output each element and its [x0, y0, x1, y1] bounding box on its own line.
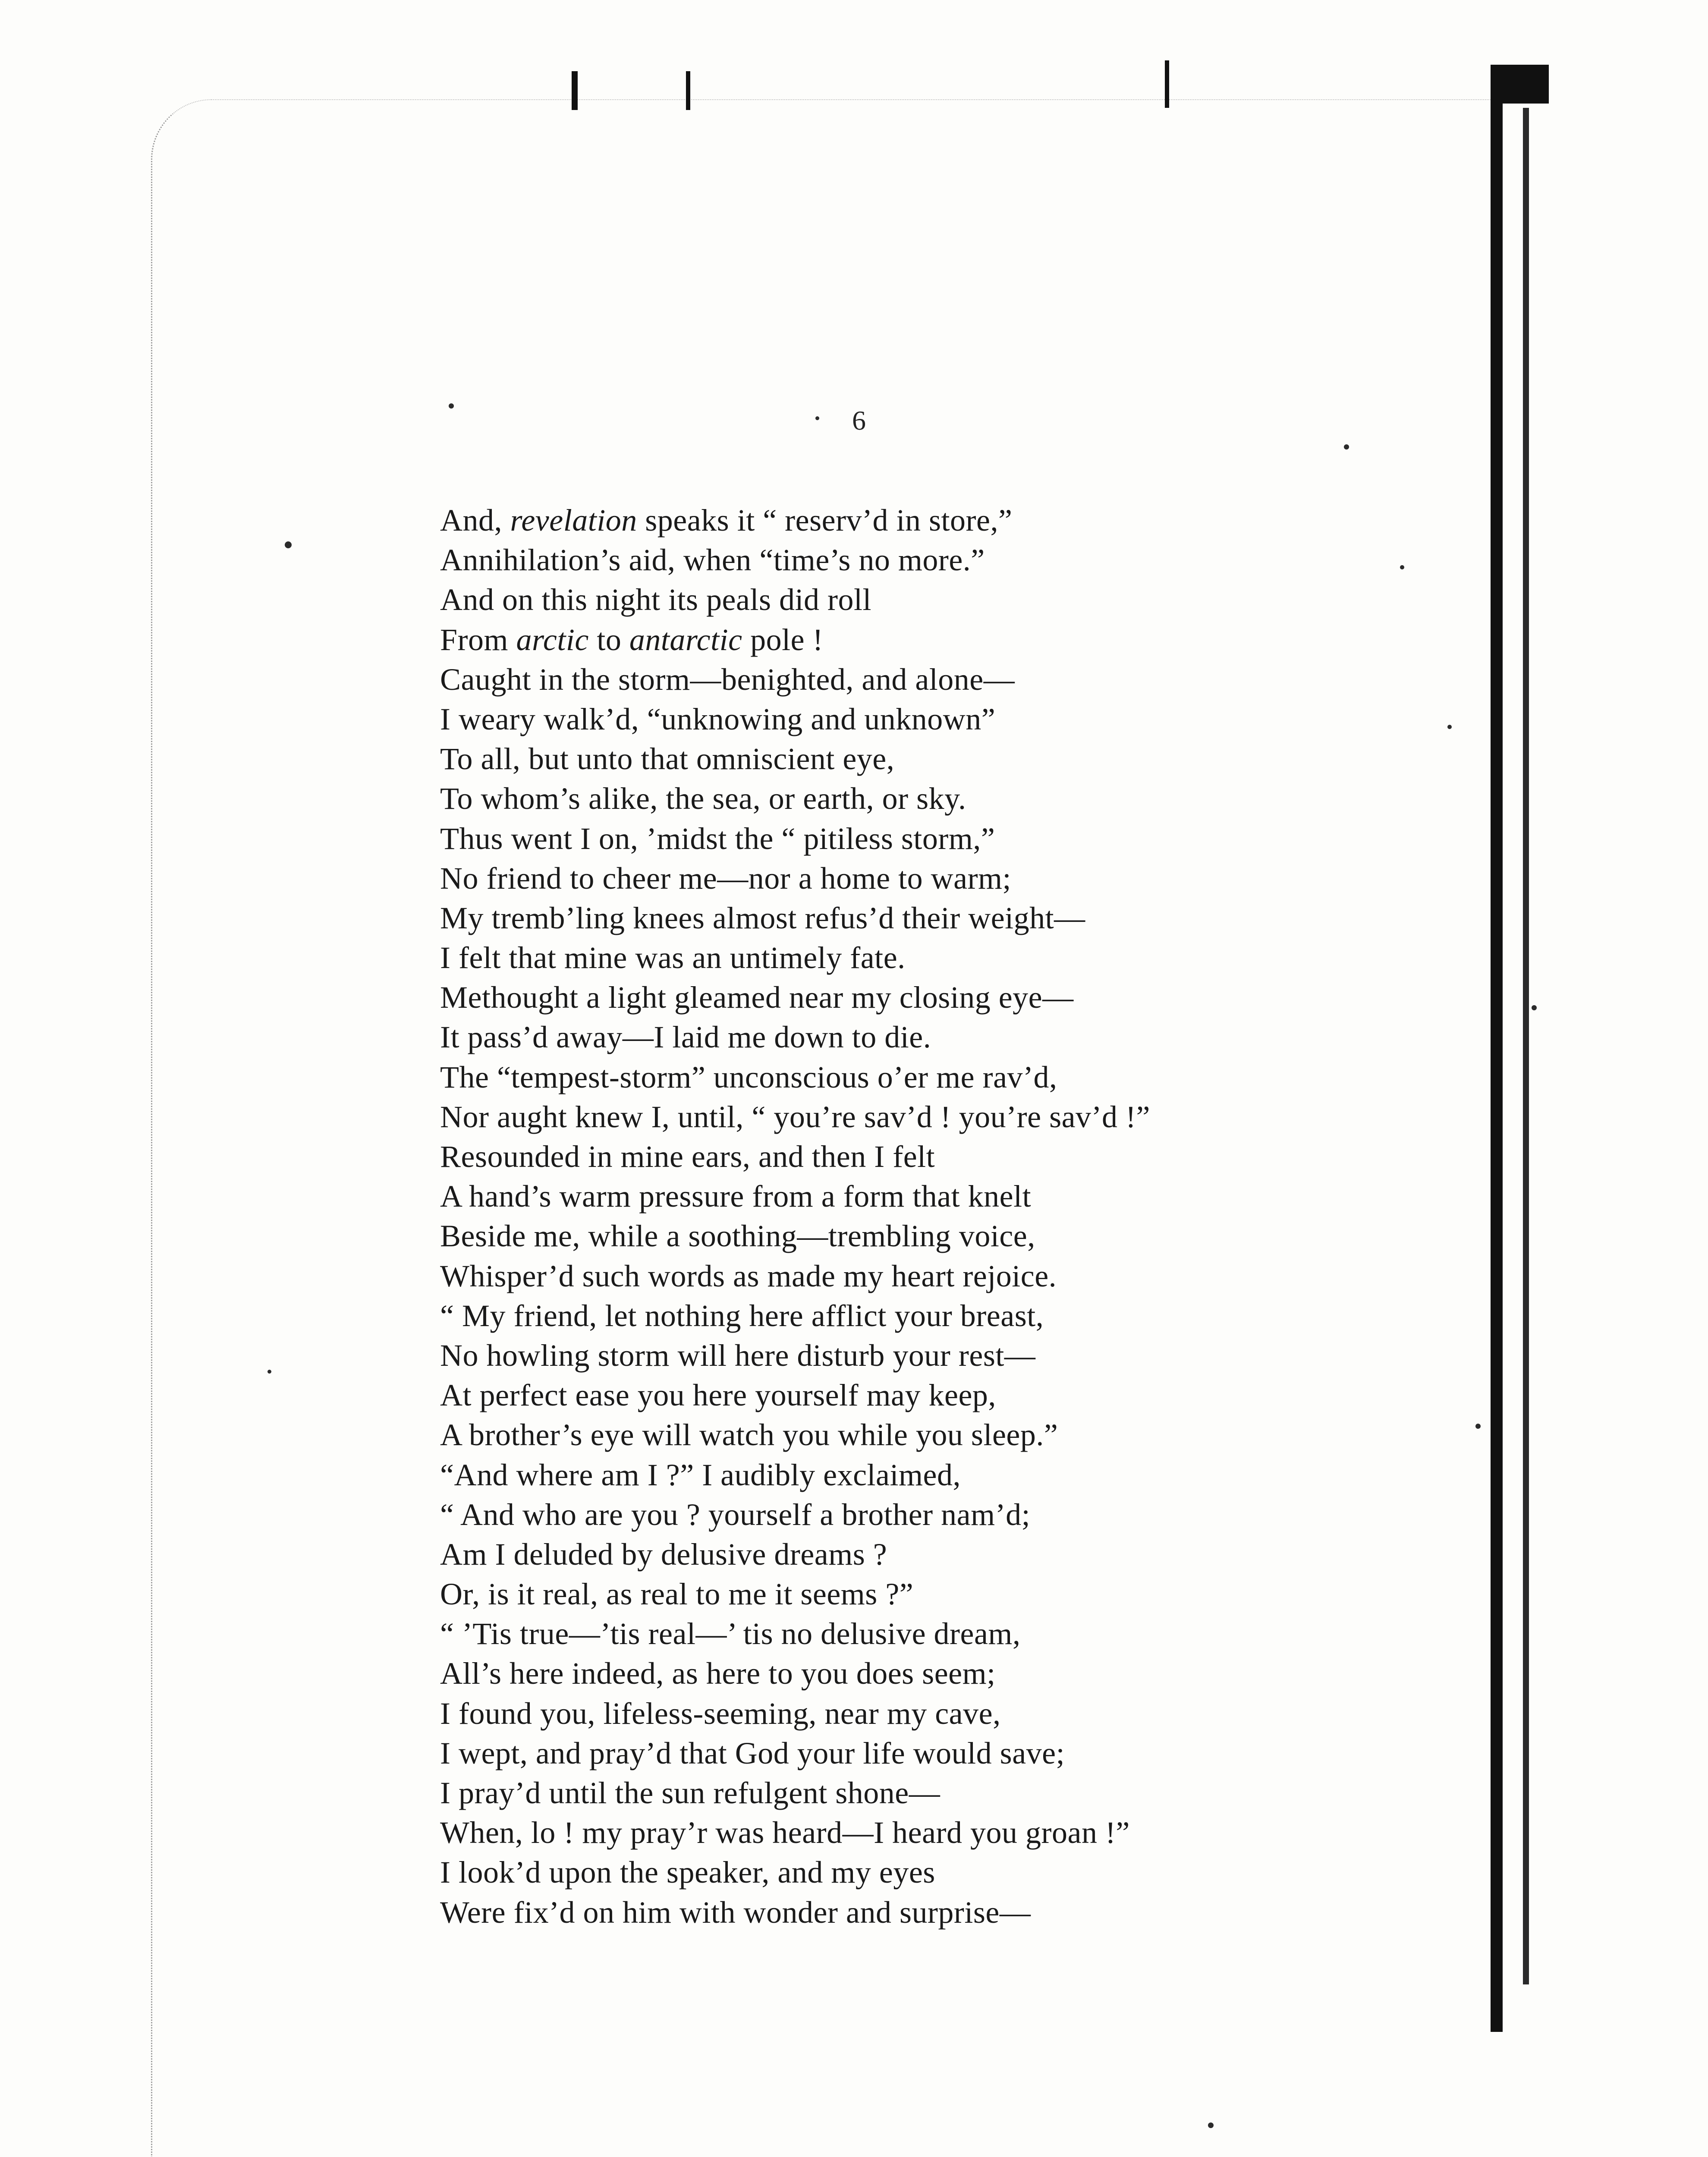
poem-line: I wept, and pray’d that God your life would save;	[440, 1736, 1065, 1770]
poem-text	[440, 500, 1475, 1932]
poem-line: I pray’d until the sun refulgent shone—	[440, 1776, 941, 1810]
poem-line: I weary walk’d, “unknowing and unknown”	[440, 701, 996, 736]
poem-line: Whisper’d such words as made my heart rejoice.	[440, 1258, 1057, 1293]
poem-line: When, lo ! my pray’r was heard—I heard you groan !”	[440, 1815, 1130, 1850]
poem-line: And on this night its peals did roll	[440, 582, 871, 617]
scan-speck	[1532, 1005, 1537, 1010]
poem-line: The “tempest-storm” unconscious o’er me rav’d,	[440, 1060, 1057, 1094]
binding-shadow	[1491, 65, 1503, 2032]
poem-line: Or, is it real, as real to me it seems ?”	[440, 1577, 914, 1612]
poem-line: My tremb’ling knees almost refus’d their weight—	[440, 900, 1085, 935]
poem-line: Thus went I on, ’midst the “ pitiless storm,”	[440, 821, 995, 856]
poem-line: Methought a light gleamed near my closing eye—	[440, 980, 1074, 1015]
poem-line: To whom’s alike, the sea, or earth, or sky.	[440, 781, 966, 816]
poem-line: And, revelation speaks it “ reserv’d in store,”	[440, 503, 1013, 538]
scan-speck	[449, 403, 454, 409]
poem-line: To all, but unto that omniscient eye,	[440, 742, 895, 777]
poem-line: “ And who are you ? yourself a brother nam’d;	[440, 1497, 1031, 1532]
poem-line: From arctic to antarctic pole !	[440, 622, 824, 657]
poem-line: No howling storm will here disturb your rest—	[440, 1338, 1036, 1373]
scan-speck	[1475, 1424, 1481, 1429]
poem-line: “And where am I ?” I audibly exclaimed,	[440, 1457, 961, 1492]
poem-line: Nor aught knew I, until, “ you’re sav’d ! you’re sav’d !”	[440, 1099, 1150, 1134]
poem-line: Beside me, while a soothing—trembling voice,	[440, 1219, 1035, 1254]
poem-line: Were fix’d on him with wonder and surprise—	[440, 1895, 1031, 1930]
binding-shadow-inner	[1523, 108, 1529, 1984]
scan-speck	[1344, 444, 1349, 450]
scan-speck	[1208, 2122, 1214, 2128]
poem-line: All’s here indeed, as here to you does seem;	[440, 1656, 996, 1691]
poem-line: A brother’s eye will watch you while you sleep.”	[440, 1418, 1058, 1453]
poem-line: Caught in the storm—benighted, and alone—	[440, 662, 1015, 697]
poem-line: Am I deluded by delusive dreams ?	[440, 1537, 887, 1572]
scan-speck	[267, 1370, 271, 1374]
scan-speck	[285, 541, 292, 548]
poem-line: I look’d upon the speaker, and my eyes	[440, 1855, 935, 1890]
poem-line: I felt that mine was an untimely fate.	[440, 940, 906, 975]
scan-mark	[1165, 60, 1169, 108]
poem-line: I found you, lifeless-seeming, near my cave,	[440, 1696, 1001, 1731]
scan-mark	[686, 71, 690, 110]
poem-line: Annihilation’s aid, when “time’s no more.”	[440, 543, 985, 578]
poem-line: “ ’Tis true—’tis real—’ tis no delusive dream,	[440, 1616, 1021, 1651]
page-number: 6	[852, 405, 866, 436]
poem-line: Resounded in mine ears, and then I felt	[440, 1139, 935, 1174]
poem-line: A hand’s warm pressure from a form that knelt	[440, 1179, 1032, 1214]
poem-line: At perfect ease you here yourself may keep,	[440, 1378, 996, 1413]
poem-line: “ My friend, let nothing here afflict your breast,	[440, 1298, 1044, 1333]
scan-speck	[815, 416, 819, 420]
poem-line: No friend to cheer me—nor a home to warm;	[440, 861, 1012, 896]
scan-mark	[572, 71, 578, 110]
poem-line: It pass’d away—I laid me down to die.	[440, 1020, 931, 1055]
